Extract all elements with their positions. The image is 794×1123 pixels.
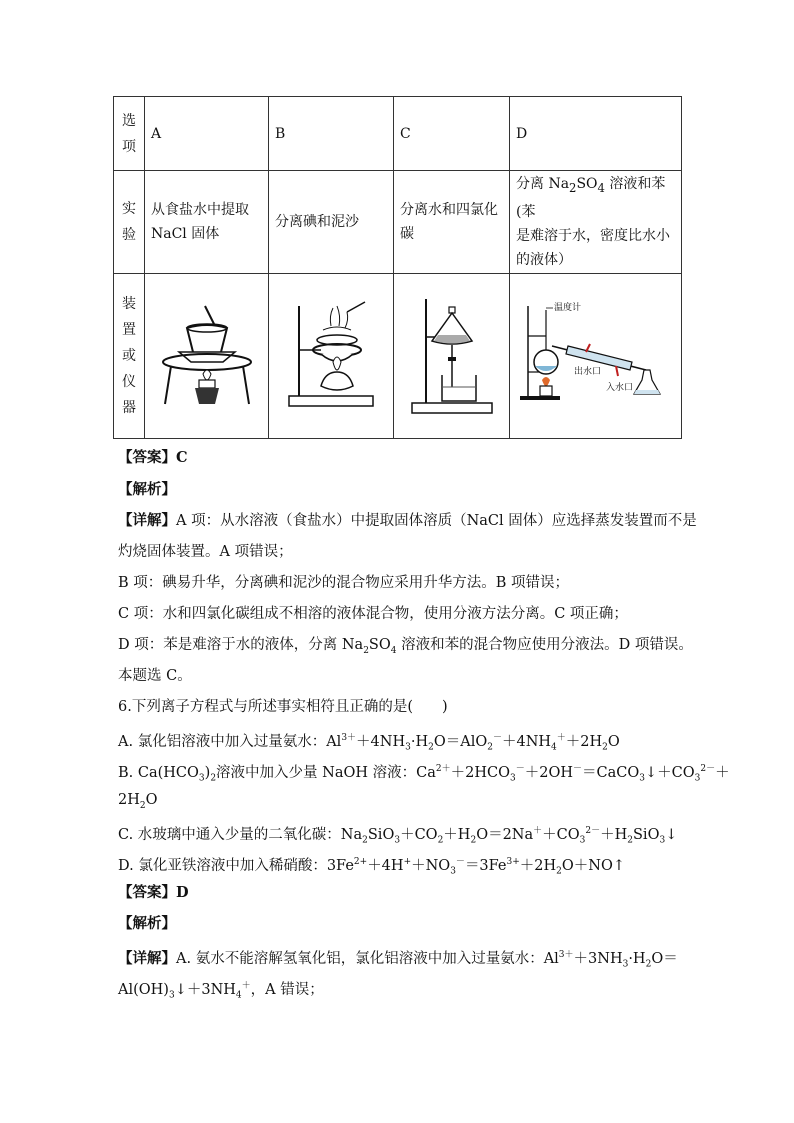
label-shi: 实 xyxy=(122,201,136,217)
experiment-d-line3: 的液体） xyxy=(516,251,572,268)
q6-stem: 6.下列离子方程式与所述事实相符且正确的是( ) xyxy=(118,699,448,715)
q5-analysis-heading: 【解析】 xyxy=(118,481,176,498)
q5-answer: 【答案】C xyxy=(118,449,188,466)
experiment-c xyxy=(394,171,510,274)
options-table xyxy=(113,96,682,439)
table-row-apparatus xyxy=(114,274,682,439)
q6-answer: 【答案】D xyxy=(118,884,189,901)
apparatus-c xyxy=(394,274,510,439)
q6-option-a: A. 氯化铝溶液中加入过量氨水：$Al^{3+}+4NH_3\cdot H_2O=AlO_2^-+4NH_4^++2H_2O$ xyxy=(118,733,620,753)
apparatus-a xyxy=(145,274,269,439)
crucible-on-tripod-image xyxy=(157,296,257,416)
header-a: A xyxy=(145,97,269,171)
sublimation-apparatus-image xyxy=(281,296,381,416)
thermometer-label: 温度计 xyxy=(553,303,581,313)
q5-c-analysis: C 项：水和四氯化碳组成不相溶的液体混合物，使用分液方法分离。C 项正确； xyxy=(118,606,628,622)
label-zhuang: 装 xyxy=(122,296,136,312)
inlet-label: 入水口 xyxy=(605,383,633,393)
experiment-a-line1: 从食盐水中提取 xyxy=(151,202,249,218)
q6-detail-line1: 【详解】A. 氨水不能溶解氢氧化铝，氯化铝溶液中加入过量氨水：$Al^{3+}+3NH_3\cdot H_2O=$ xyxy=(118,949,678,970)
header-d: D xyxy=(510,97,682,171)
apparatus-b xyxy=(269,274,394,439)
experiment-a-line2: NaCl 固体 xyxy=(151,226,220,242)
experiment-d-line1: 分离 $Na_2SO_4$ 溶液和苯(苯 xyxy=(516,176,666,220)
q6-option-b-line2: $2H_2O$ xyxy=(118,792,158,811)
experiment-c-line2: 碳 xyxy=(400,226,414,242)
q5-b-analysis: B 项：碘易升华，分离碘和泥沙的混合物应采用升华方法。B 项错误； xyxy=(118,575,570,591)
label-qi: 器 xyxy=(122,400,136,416)
q5-conclusion: 本题选 C。 xyxy=(118,668,192,684)
q6-detail-line2: $Al(OH)_3↓+3NH_4^+$，A 错误； xyxy=(118,981,324,1001)
header-b: B xyxy=(269,97,394,171)
q6-analysis-heading: 【解析】 xyxy=(118,915,176,932)
label-xiang: 项 xyxy=(122,138,136,155)
label-yan: 验 xyxy=(122,227,136,243)
q6-option-c: C. 水玻璃中通入少量的二氧化碳：$Na_2SiO_3+CO_2+H_2O=2Na^++CO_3^{2-}+H_2SiO_3↓$ xyxy=(118,826,678,846)
q5-detail-line1: 【详解】A 项：从水溶液（食盐水）中提取固体溶质（NaCl 固体）应选择蒸发装置而不是 xyxy=(118,512,697,529)
label-huo: 或 xyxy=(122,348,136,364)
experiment-a xyxy=(145,171,269,274)
row-label-options xyxy=(114,97,145,171)
header-c: C xyxy=(394,97,510,171)
table-row-header xyxy=(114,97,682,171)
apparatus-d xyxy=(510,274,682,439)
row-label-apparatus xyxy=(114,274,145,439)
experiment-d xyxy=(510,171,682,274)
table-row-experiment xyxy=(114,171,682,274)
q6-option-d: D. 氯化亚铁溶液中加入稀硝酸：$3Fe^{2+}+4H^++NO_3^-=3Fe^{3+}+2H_2O+NO↑$ xyxy=(118,857,626,877)
label-zhi: 置 xyxy=(122,322,136,338)
q5-detail-line2: 灼烧固体装置。A 项错误； xyxy=(118,544,293,560)
experiment-c-line1: 分离水和四氯化 xyxy=(400,202,498,218)
outlet-label: 出水口 xyxy=(573,367,601,377)
row-label-experiment xyxy=(114,171,145,274)
q5-d-analysis: D 项：苯是难溶于水的液体，分离 $Na_2SO_4$ 溶液和苯的混合物应使用分液法。D 项错误。 xyxy=(118,637,693,656)
distillation-apparatus-image xyxy=(516,296,676,416)
experiment-b: 分离碘和泥沙 xyxy=(269,171,394,274)
separatory-funnel-image xyxy=(402,291,502,421)
q6-option-b-line1: B. $Ca(HCO_3)_2$溶液中加入少量 NaOH 溶液：$Ca^{2+}+2HCO_3^-+2OH^-=CaCO_3↓+CO_3^{2-}+$ xyxy=(118,764,730,784)
experiment-d-line2: 是难溶于水，密度比水小 xyxy=(516,227,670,244)
label-yi: 仪 xyxy=(122,374,136,390)
label-xuan: 选 xyxy=(122,112,136,129)
